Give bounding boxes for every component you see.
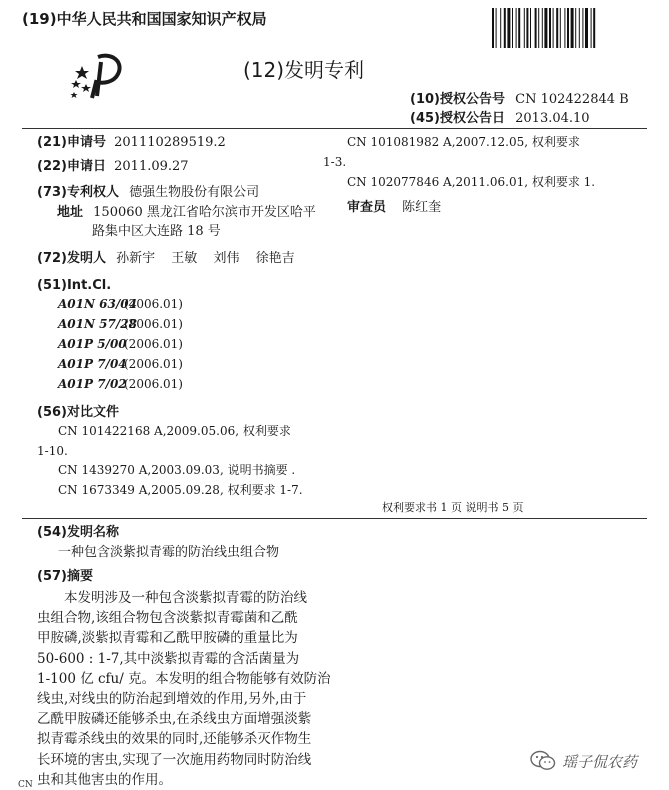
header-rule xyxy=(22,128,647,129)
grant-date: 2013.04.10 xyxy=(515,111,590,126)
inventors-row xyxy=(37,250,295,267)
abstract-body xyxy=(37,588,331,790)
filing-date-label: (22)申请日 xyxy=(37,159,106,174)
pages-info: 权利要求书 1 页 说明书 5 页 xyxy=(382,501,524,514)
ipc-entry xyxy=(58,376,183,392)
grant-number-label: (10)授权公告号 xyxy=(410,92,505,107)
ipc-code: A01N 57/28 xyxy=(58,317,137,331)
ipc-date: (2006.01) xyxy=(124,297,183,311)
abstract-line: 长环境的害虫,实现了一次施用药物同时防治线 xyxy=(37,751,312,768)
abstract-line: 乙酰甲胺磷还能够杀虫,在杀线虫方面增强淡紫 xyxy=(37,711,312,728)
examiner: 陈红奎 xyxy=(402,200,442,215)
references-label: (56)对比文件 xyxy=(37,405,119,420)
office-name: (19)中华人民共和国国家知识产权局 xyxy=(22,10,267,28)
ipc-entry xyxy=(58,296,183,312)
ipc-date: (2006.01) xyxy=(124,357,183,371)
ipc-code: A01P 7/02 xyxy=(58,377,127,391)
patentee-row xyxy=(37,184,259,201)
ipc-entry xyxy=(58,316,183,332)
inventor-name: 徐艳吉 xyxy=(255,251,295,266)
address-row xyxy=(57,204,316,221)
ipc-code: A01P 7/04 xyxy=(58,357,127,371)
inventor-label: (72)发明人 xyxy=(37,251,106,266)
address-label: 地址 xyxy=(57,205,84,220)
patentee-label: (73)专利权人 xyxy=(37,185,119,200)
address-line-1: 150060 黑龙江省哈尔滨市开发区哈平 xyxy=(93,205,316,220)
reference-line: CN 101081982 A,2007.12.05, 权利要求 xyxy=(347,135,580,149)
reference-line: CN 1673349 A,2005.09.28, 权利要求 1-7. xyxy=(58,483,303,497)
reference-line: 1-10. xyxy=(37,444,68,458)
address-line-2: 路集中区大连路 18 号 xyxy=(92,224,221,239)
document-type: (12)发明专利 xyxy=(243,58,365,82)
ipc-entry xyxy=(58,336,183,352)
grant-date-label: (45)授权公告日 xyxy=(410,111,505,126)
ipc-label: (51)Int.Cl. xyxy=(37,278,112,293)
title-label: (54)发明名称 xyxy=(37,525,119,540)
abstract-line: 拟青霉杀线虫的效果的同时,还能够杀灭作物生 xyxy=(37,731,312,748)
wechat-icon xyxy=(530,750,556,772)
ipc-date: (2006.01) xyxy=(124,337,183,351)
inventor-name: 刘伟 xyxy=(213,251,240,266)
reference-line: CN 102077846 A,2011.06.01, 权利要求 1. xyxy=(347,175,596,189)
abstract-label: (57)摘要 xyxy=(37,569,93,584)
abstract-line: 虫组合物,该组合物包含淡紫拟青霉菌和乙酰 xyxy=(37,610,298,627)
application-number-row xyxy=(37,134,226,151)
reference-line: 1-3. xyxy=(323,155,347,169)
watermark xyxy=(530,750,637,772)
application-number-label: (21)申请号 xyxy=(37,135,106,150)
application-number: 201110289519.2 xyxy=(114,135,226,150)
grant-number: CN 102422844 B xyxy=(515,92,629,107)
filing-date-row xyxy=(37,158,189,175)
examiner-label: 审查员 xyxy=(347,200,387,215)
watermark-text: 瑶子侃农药 xyxy=(562,752,638,771)
grant-number-row xyxy=(410,91,629,108)
filing-date: 2011.09.27 xyxy=(114,159,189,174)
grant-date-row xyxy=(410,110,590,127)
reference-line: CN 101422168 A,2009.05.06, 权利要求 xyxy=(58,424,291,438)
abstract-line: 1-100 亿 cfu/ 克。本发明的组合物能够有效防治 xyxy=(37,670,331,687)
ipc-entry xyxy=(58,356,183,372)
patentee: 德强生物股份有限公司 xyxy=(129,185,260,200)
inventor-name: 孙新宇 xyxy=(116,251,156,266)
footer-mark: CN xyxy=(18,780,33,790)
barcode xyxy=(490,6,638,50)
ipc-code: A01P 5/00 xyxy=(58,337,127,351)
abstract-line: 50-600 : 1-7,其中淡紫拟青霉的含活菌量为 xyxy=(37,650,300,667)
abstract-line: 线虫,对线虫的防治起到增效的作用,另外,由于 xyxy=(37,691,307,708)
abstract-line: 甲胺磷,淡紫拟青霉和乙酰甲胺磷的重量比为 xyxy=(37,630,298,647)
reference-line: CN 1439270 A,2003.09.03, 说明书摘要 . xyxy=(58,463,296,477)
abstract-line: 虫和其他害虫的作用。 xyxy=(37,771,172,788)
inventor-name: 王敏 xyxy=(171,251,198,266)
abstract-line: 本发明涉及一种包含淡紫拟青霉的防治线 xyxy=(64,590,307,606)
examiner-row xyxy=(347,199,441,216)
ipc-date: (2006.01) xyxy=(124,377,183,391)
cnipa-logo-icon xyxy=(68,52,132,102)
invention-title: 一种包含淡紫拟青霉的防治线虫组合物 xyxy=(58,545,280,560)
ipc-date: (2006.01) xyxy=(124,317,183,331)
section-rule xyxy=(22,518,647,519)
ipc-code: A01N 63/04 xyxy=(58,297,137,311)
